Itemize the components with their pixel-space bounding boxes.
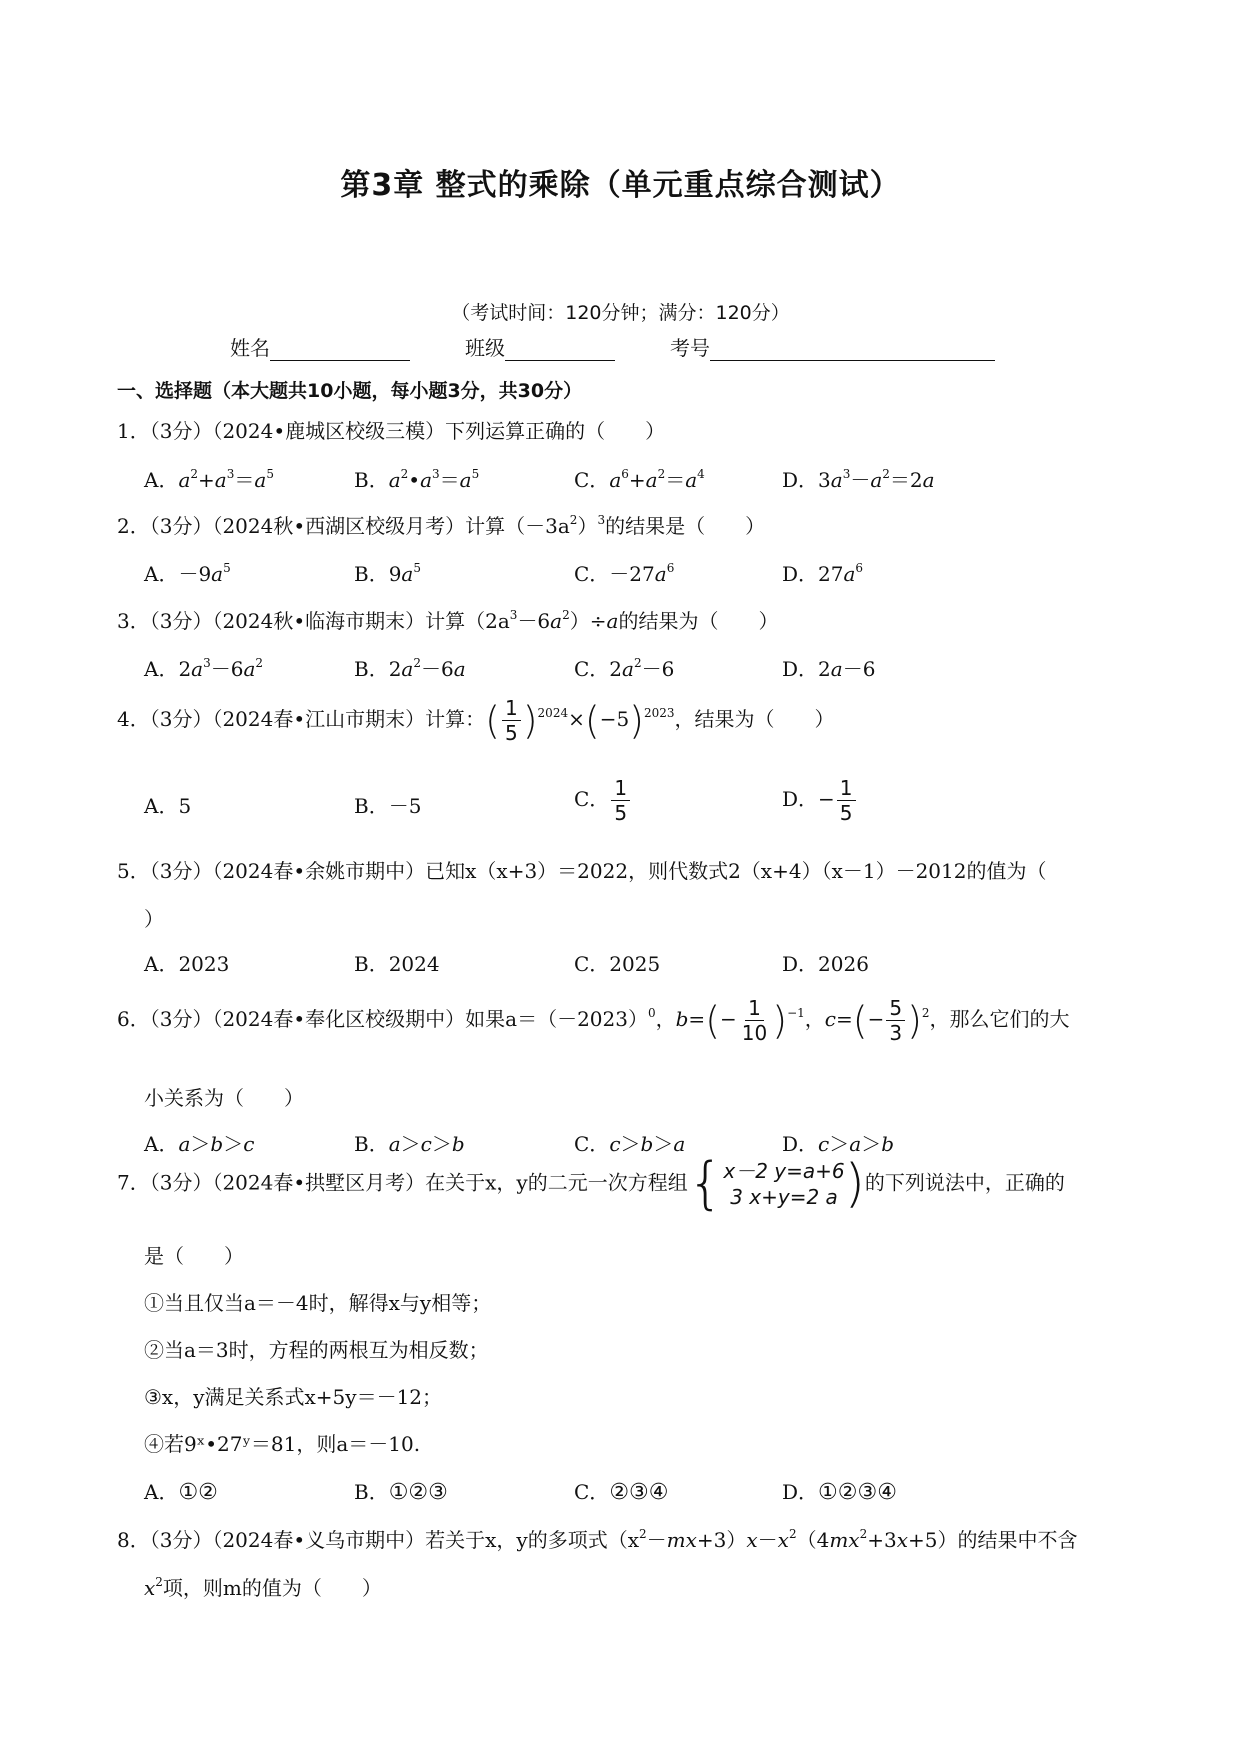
question-8: 8．（3分）（2024春•义乌市期中）若关于x，y的多项式$(x^2-mx+3)x-x^2(4mx^2+3x+5)$的结果中不含 bbox=[117, 1527, 1078, 1552]
question-4: 4．（3分）（2024春•江山市期末）计算：( $\frac{1}{5}$ )$^{2024}\times(-5)^{2023}$，结果为（ ） bbox=[117, 696, 835, 745]
exam-info: （考试时间：120分钟；满分：120分） bbox=[451, 302, 790, 324]
option-c[interactable]: C．c＞b＞a bbox=[574, 1132, 686, 1156]
option-b[interactable]: B．$a^2•a^3=a^5$ bbox=[354, 467, 480, 492]
class-field[interactable] bbox=[465, 332, 615, 361]
question-8-continuation: $x^2$项，则m的值为（ ） bbox=[144, 1575, 382, 1600]
statement-3: ③x，y满足关系式x+5y＝－12； bbox=[144, 1385, 443, 1409]
option-d[interactable]: D．2a－6 bbox=[782, 657, 876, 681]
option-b[interactable]: B．a＞c＞b bbox=[354, 1132, 465, 1156]
option-c[interactable]: C．$a^6+a^2=a^4$ bbox=[574, 467, 705, 492]
option-c[interactable]: C．$-27a^6$ bbox=[574, 561, 675, 586]
question-6-continuation: 小关系为（ ） bbox=[144, 1086, 304, 1110]
option-d[interactable]: D．$3a^3-a^2=2a$ bbox=[782, 467, 935, 492]
option-a[interactable]: A．$a^2+a^3=a^5$ bbox=[144, 467, 274, 492]
student-info-fields bbox=[230, 332, 1030, 362]
option-a[interactable]: A．2023 bbox=[144, 952, 230, 976]
statement-4: ④若9ˣ•27ʸ＝81，则a＝－10. bbox=[144, 1432, 421, 1456]
name-label: 姓名 bbox=[230, 336, 270, 360]
option-c[interactable]: C． $\frac{1}{5}$ bbox=[574, 778, 632, 823]
option-a[interactable]: A．$-9a^5$ bbox=[144, 561, 231, 586]
question-1: 1．（3分）（2024•鹿城区校级三模）下列运算正确的（ ） bbox=[117, 419, 666, 443]
page-title: 第3章 整式的乘除（单元重点综合测试） bbox=[340, 168, 901, 203]
option-d[interactable]: D．c＞a＞b bbox=[782, 1132, 894, 1156]
option-c[interactable]: C．②③④ bbox=[574, 1480, 669, 1505]
option-d[interactable]: D．− $\frac{1}{5}$ bbox=[782, 778, 858, 823]
option-d[interactable]: D．2026 bbox=[782, 952, 869, 976]
question-7: 7．（3分）（2024春•拱墅区月考）在关于x，y的二元一次方程组 { x－2 y=a+6 3 x+y=2 a ) 的下列说法中，正确的 bbox=[117, 1151, 1065, 1216]
option-b[interactable]: B．①②③ bbox=[354, 1480, 448, 1505]
equation-system: { x－2 y=a+6 3 x+y=2 a ) bbox=[687, 1151, 865, 1216]
option-a[interactable]: A．5 bbox=[144, 794, 192, 818]
option-a[interactable]: A．a＞b＞c bbox=[144, 1132, 255, 1156]
section-title: 一、选择题（本大题共10小题，每小题3分，共30分） bbox=[117, 380, 583, 402]
statement-1: ①当且仅当a＝－4时，解得x与y相等； bbox=[144, 1291, 492, 1315]
option-b[interactable]: B．2024 bbox=[354, 952, 440, 976]
option-d[interactable]: D．$27a^6$ bbox=[782, 561, 864, 586]
option-b[interactable]: B．$2a^2-6a$ bbox=[354, 656, 466, 681]
question-3: 3．（3分）（2024秋•临海市期末）计算$(2a^3-6a^2)\div a$的结果为（ ） bbox=[117, 608, 779, 633]
option-c[interactable]: C．2025 bbox=[574, 952, 661, 976]
option-c[interactable]: C．$2a^2-6$ bbox=[574, 656, 675, 681]
number-label: 考号 bbox=[670, 336, 710, 360]
name-field[interactable] bbox=[230, 332, 410, 361]
option-a[interactable]: A．$2a^3-6a^2$ bbox=[144, 656, 264, 681]
class-label: 班级 bbox=[465, 336, 505, 360]
question-5-continuation: ） bbox=[144, 907, 164, 931]
question-7-continuation: 是（ ） bbox=[144, 1244, 244, 1268]
option-b[interactable]: B．－5 bbox=[354, 794, 422, 818]
number-field[interactable] bbox=[670, 332, 995, 361]
option-a[interactable]: A．①② bbox=[144, 1480, 218, 1505]
option-d[interactable]: D．①②③④ bbox=[782, 1480, 897, 1505]
statement-2: ②当a＝3时，方程的两根互为相反数； bbox=[144, 1338, 489, 1362]
option-b[interactable]: B．$9a^5$ bbox=[354, 561, 421, 586]
question-5: 5．（3分）（2024春•余姚市期中）已知x（x+3）＝2022，则代数式2（x+4）（x－1）－2012的值为（ bbox=[117, 859, 1047, 883]
question-6: 6．（3分）（2024春•奉化区校级期中）如果$a=(-2023)^0$，b=(− $\frac{1}{10}$ )$^{-1}$，c=(− $\frac{5}{3}$ )$^2$，那么它们的大 bbox=[117, 996, 1070, 1045]
question-2: 2．（3分）（2024秋•西湖区校级月考）计算$(-3a^2)^3$的结果是（ ） bbox=[117, 513, 766, 538]
